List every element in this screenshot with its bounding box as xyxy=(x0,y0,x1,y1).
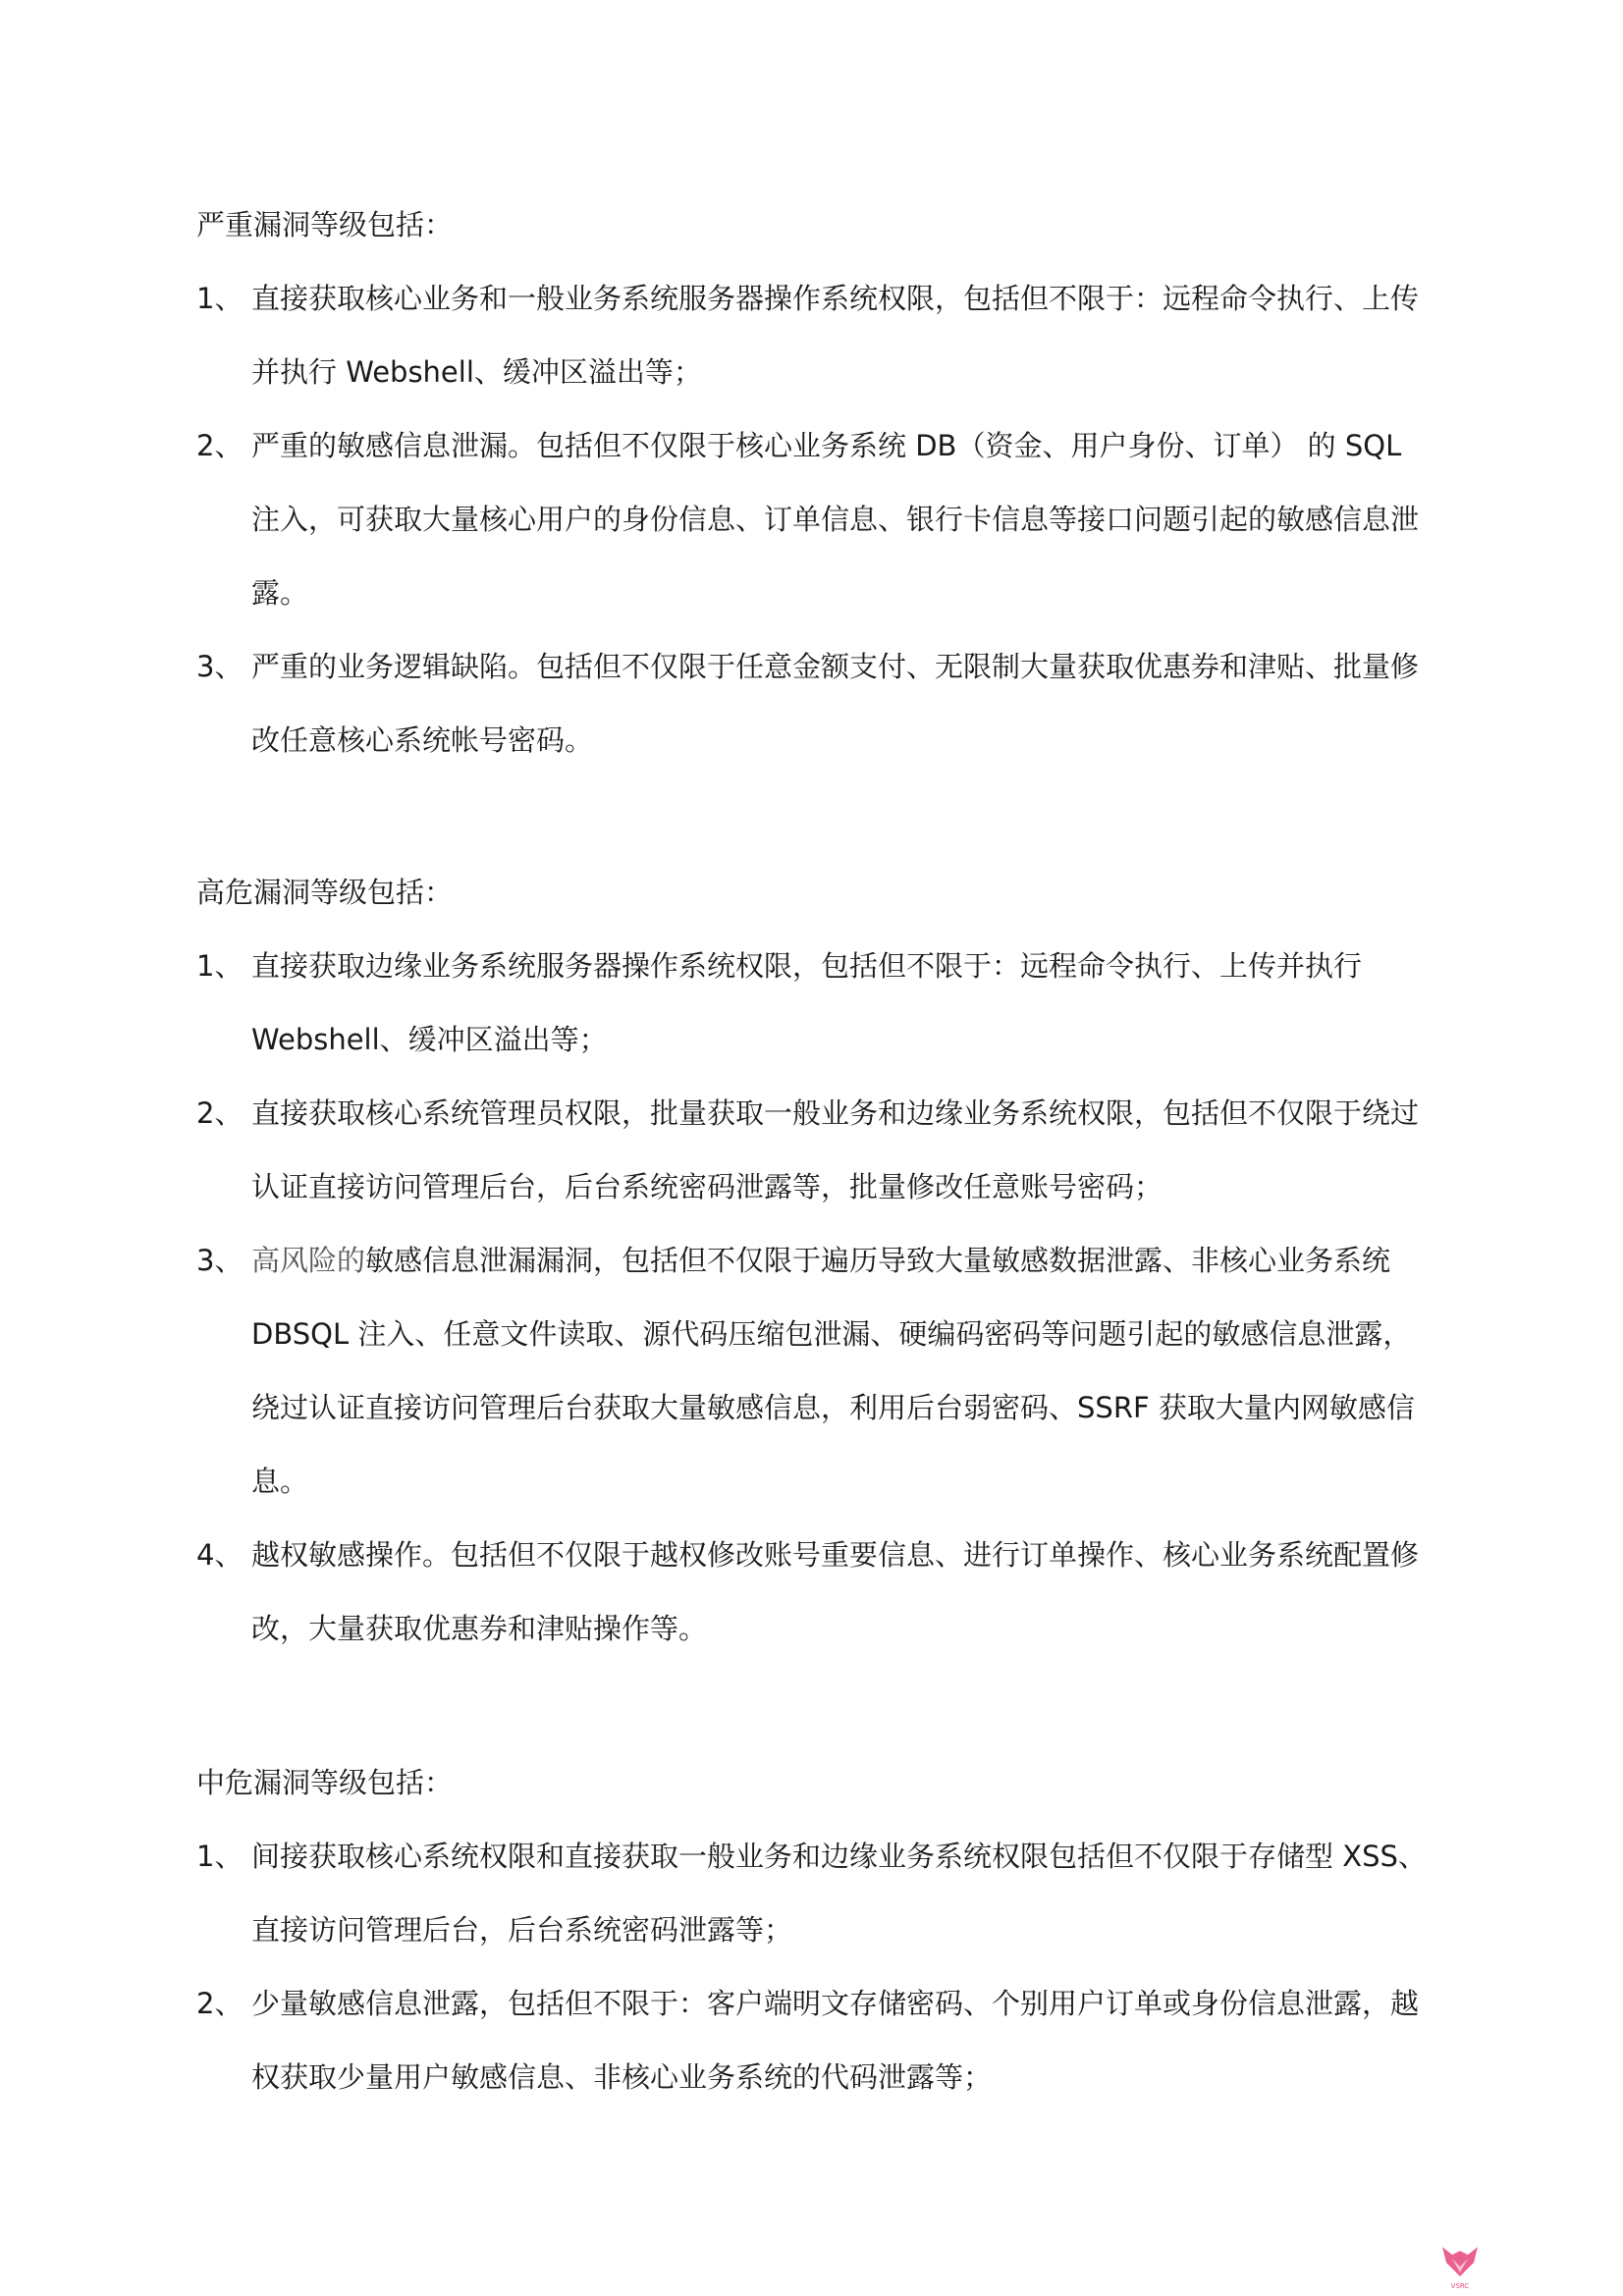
item-line: 露。 xyxy=(251,576,309,610)
list-item xyxy=(196,262,1443,409)
item-line: 注入，可获取大量核心用户的身份信息、订单信息、银行卡信息等接口问题引起的敏感信息泄 xyxy=(251,503,1420,536)
item-line: 少量敏感信息泄露，包括但不限于：客户端明文存储密码、个别用户订单或身份信息泄露，越 xyxy=(251,1987,1420,2020)
logo-text: VSRC xyxy=(1450,2282,1470,2290)
item-line: 息。 xyxy=(251,1465,309,1498)
item-number: 1、 xyxy=(196,282,243,315)
section-critical xyxy=(196,188,1443,777)
section-heading: 高危漏洞等级包括： xyxy=(196,876,454,909)
item-number: 1、 xyxy=(196,1840,243,1873)
list-item xyxy=(196,1224,1443,1519)
item-line: 改任意核心系统帐号密码。 xyxy=(251,723,594,757)
list-item xyxy=(196,630,1443,777)
item-line: 直接访问管理后台，后台系统密码泄露等； xyxy=(251,1913,793,1947)
section-heading: 中危漏洞等级包括： xyxy=(196,1766,454,1799)
item-line: Webshell、缓冲区溢出等； xyxy=(251,1023,608,1056)
item-line: 直接获取边缘业务系统服务器操作系统权限，包括但不限于：远程命令执行、上传并执行 xyxy=(251,949,1363,983)
item-number: 3、 xyxy=(196,1244,243,1277)
list-item xyxy=(196,1967,1443,2114)
section-medium xyxy=(196,1746,1443,2114)
item-number: 1、 xyxy=(196,949,243,983)
item-number: 2、 xyxy=(196,1096,243,1130)
item-line: DBSQL 注入、任意文件读取、源代码压缩包泄漏、硬编码密码等问题引起的敏感信息泄露， xyxy=(251,1317,1412,1351)
item-line xyxy=(251,1224,1443,1298)
item-prefix: 高风险的 xyxy=(251,1244,366,1277)
item-number: 4、 xyxy=(196,1538,243,1572)
list-item xyxy=(196,930,1443,1077)
item-line: 绕过认证直接访问管理后台获取大量敏感信息，利用后台弱密码、SSRF 获取大量内网敏感信 xyxy=(251,1391,1415,1424)
item-line: 权获取少量用户敏感信息、非核心业务系统的代码泄露等； xyxy=(251,2060,993,2094)
section-heading: 严重漏洞等级包括： xyxy=(196,208,454,241)
vsrc-fox-logo-icon xyxy=(1438,2243,1482,2290)
list-item xyxy=(196,1077,1443,1224)
item-line: 直接获取核心业务和一般业务系统服务器操作系统权限，包括但不限于：远程命令执行、上传 xyxy=(251,282,1420,315)
item-line-text: 敏感信息泄漏漏洞，包括但不仅限于遍历导致大量敏感数据泄露、非核心业务系统 xyxy=(365,1244,1391,1277)
item-line: 并执行 Webshell、缓冲区溢出等； xyxy=(251,355,702,389)
item-line: 认证直接访问管理后台，后台系统密码泄露等，批量修改任意账号密码； xyxy=(251,1170,1163,1203)
item-number: 2、 xyxy=(196,1987,243,2020)
item-line: 越权敏感操作。包括但不仅限于越权修改账号重要信息、进行订单操作、核心业务系统配置修 xyxy=(251,1538,1420,1572)
item-line: 改，大量获取优惠券和津贴操作等。 xyxy=(251,1612,708,1645)
item-line: 间接获取核心系统权限和直接获取一般业务和边缘业务系统权限包括但不仅限于存储型 XSS、 xyxy=(251,1840,1427,1873)
list-item xyxy=(196,1820,1443,1967)
item-number: 3、 xyxy=(196,650,243,683)
item-line: 直接获取核心系统管理员权限，批量获取一般业务和边缘业务系统权限，包括但不仅限于绕过 xyxy=(251,1096,1420,1130)
list-item xyxy=(196,1519,1443,1666)
item-line: 严重的业务逻辑缺陷。包括但不仅限于任意金额支付、无限制大量获取优惠券和津贴、批量修 xyxy=(251,650,1420,683)
section-high xyxy=(196,856,1443,1666)
item-number: 2、 xyxy=(196,429,243,462)
list-item xyxy=(196,409,1443,630)
item-line: 严重的敏感信息泄漏。包括但不仅限于核心业务系统 DB（资金、用户身份、订单） 的 SQL xyxy=(251,429,1402,462)
